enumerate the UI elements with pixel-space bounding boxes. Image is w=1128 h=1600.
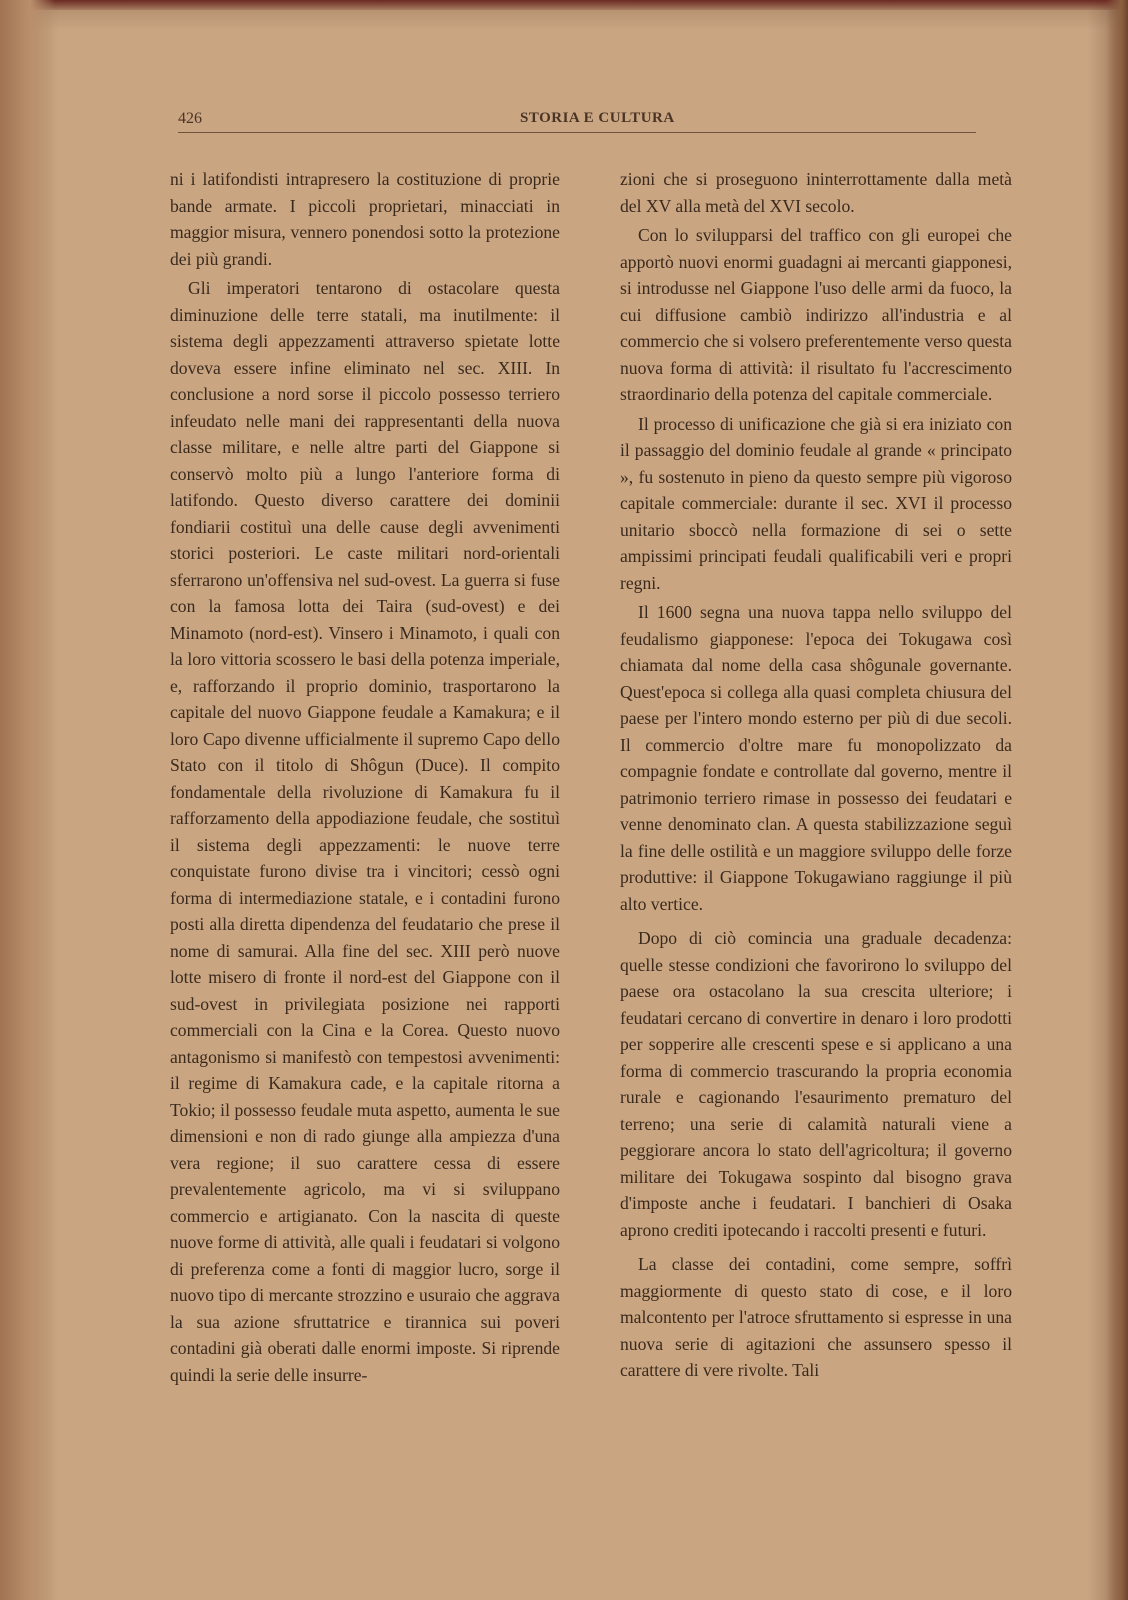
paragraph: ni i latifondisti intrapresero la costituzione di proprie bande armate. I piccoli proprietari, minacciati in maggior misura, vennero ponendosi sotto la protezione dei più grandi. bbox=[170, 169, 560, 269]
page-right-edge bbox=[1106, 0, 1128, 1600]
header-rule bbox=[178, 132, 976, 133]
right-column bbox=[620, 166, 1012, 1387]
page-top-edge bbox=[0, 0, 1128, 10]
paragraph: Gli imperatori tentarono di ostacolare questa diminuzione delle terre statali, ma inutilmente: il sistema degli appezzamenti attraverso spietate lotte doveva essere infine eliminato nel sec. XIII. In conclusione a nord sorse il piccolo possesso terriero infeudato nelle mani dei rappresentanti della nuova classe militare, e nelle altre parti del Giappone si conservò molto più a lungo l'anteriore forma di latifondo. Questo diverso carattere dei dominii fondiarii costituì una delle cause degli avvenimenti storici posteriori. Le caste militari nord-orientali sferrarono un'offensiva nel sud-ovest. La guerra si fuse con la famosa lotta dei Taira (sud-ovest) e dei Minamoto (nord-est). Vinsero i Minamoto, i quali con la loro vittoria scossero le basi della potenza imperiale, e, rafforzando il proprio dominio, trasportarono la capitale del nuovo Giappone feudale a Kamakura; e il loro Capo divenne ufficialmente il supremo Capo dello Stato con il titolo di Shôgun (Duce). Il compito fondamentale della rivoluzione di Kamakura fu il rafforzamento della appodiazione feudale, che sostituì il sistema degli appezzamenti: le nuove terre conquistate furono divise tra i vincitori; cessò ogni forma di intermediazione statale, e i contadini furono posti alla diretta dipendenza del feudatario che prese il nome di samurai. Alla fine del sec. XIII però nuove lotte misero di fronte il nord-est del Giappone con il sud-ovest in privilegiata posizione nei rapporti commerciali con la Cina e la Corea. Questo nuovo antagonismo si manifestò con tempestosi avvenimenti: il regime di Kamakura cade, e la capitale ritorna a Tokio; il possesso feudale muta aspetto, aumenta le sue dimensioni e non di rado giunge alla ampiezza d'una vera regione; il suo carattere cessa di essere prevalentemente agricolo, ma vi si sviluppano commercio e artigianato. Con la nascita di queste nuove forme di attività, alle quali i feudatari si volgono di preferenza come a fonti di maggior lucro, sorge il nuovo tipo di mercante strozzino e usuraio che aggrava la sua azione sfruttatrice e tirannica sui poveri contadini già oberati dalle enormi imposte. Si riprende quindi la serie delle insurre- bbox=[170, 278, 560, 1385]
running-title: STORIA E CULTURA bbox=[520, 110, 675, 126]
paragraph: Il 1600 segna una nuova tappa nello sviluppo del feudalismo giapponese: l'epoca dei Tokugawa così chiamata dal nome della casa shôgunale governante. Quest'epoca si collega alla quasi completa chiusura del paese per l'intero mondo esterno per più di due secoli. Il commercio d'oltre mare fu monopolizzato da compagnie fondate e controllate dal governo, mentre il patrimonio terriero rimase in possesso dei feudatari e venne denominato clan. A questa stabilizzazione seguì la fine delle ostilità e un maggiore sviluppo delle forze produttive: il Giappone Tokugawiano raggiunge il più alto vertice. bbox=[620, 602, 1012, 914]
page-binding-shadow bbox=[0, 0, 55, 1600]
paragraph: zioni che si proseguono ininterrottamente dalla metà del XV alla metà del XVI secolo. bbox=[620, 169, 1012, 216]
page-number: 426 bbox=[178, 110, 202, 127]
paragraph: Con lo svilupparsi del traffico con gli europei che apportò nuovi enormi guadagni ai mercanti giapponesi, si introdusse nel Giappone l'uso delle armi da fuoco, la cui diffusione cambiò indirizzo all'industria e al commercio che si volsero preferentemente verso questa nuova forma di attività: il risultato fu l'accrescimento straordinario della potenza del capitale commerciale. bbox=[620, 225, 1012, 404]
left-column bbox=[170, 166, 560, 1391]
page-header bbox=[178, 110, 978, 134]
paragraph: La classe dei contadini, come sempre, soffrì maggiormente di questo stato di cose, e il loro malcontento per l'atroce sfruttamento si espresse in una nuova serie di agitazioni che assunsero spesso il carattere di vere rivolte. Tali bbox=[620, 1254, 1012, 1380]
paragraph: Dopo di ciò comincia una graduale decadenza: quelle stesse condizioni che favorirono lo sviluppo del paese ora ostacolano la sua crescita ulteriore; i feudatari cercano di convertire in denaro i loro prodotti per sopperire alle crescenti spese e si applicano a una forma di commercio trascurando la propria economia rurale e cagionando l'esaurimento prematuro del terreno; una serie di calamità naturali viene a peggiorare ancora lo stato dell'agricoltura; il governo militare dei Tokugawa sospinto dal bisogno grava d'imposte anche i feudatari. I banchieri di Osaka aprono crediti ipotecando i raccolti presenti e futuri. bbox=[620, 928, 1012, 1240]
paragraph: Il processo di unificazione che già si era iniziato con il passaggio del dominio feudale al grande « principato », fu sostenuto in pieno da questo sempre più vigoroso capitale commerciale: durante il sec. XVI il processo unitario sboccò nella formazione di sei o sette ampissimi principati feudali qualificabili veri e propri regni. bbox=[620, 413, 1012, 593]
